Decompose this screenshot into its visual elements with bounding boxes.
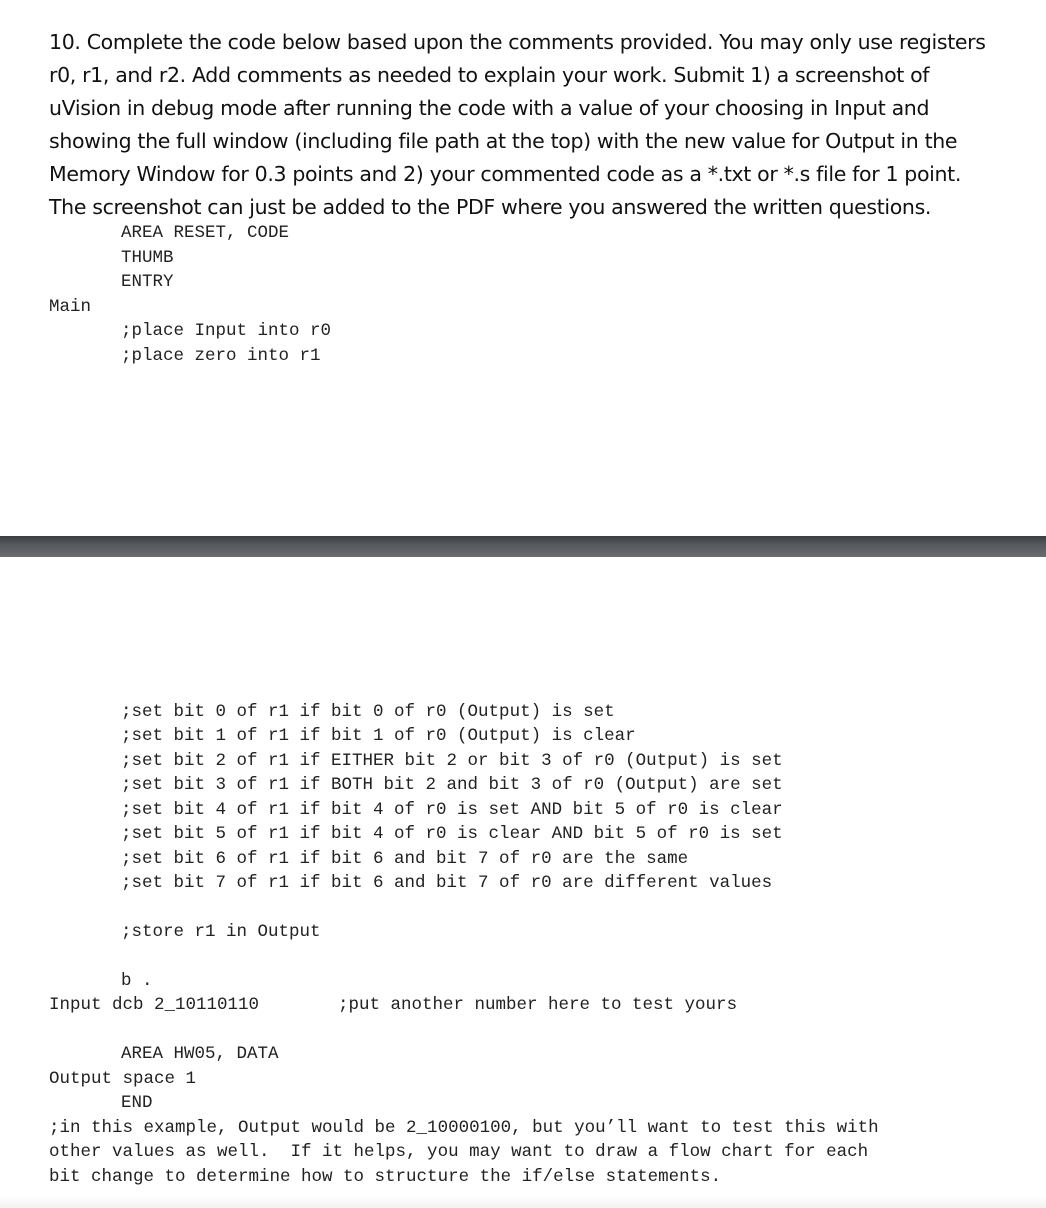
code-note: ;in this example, Output would be 2_10000100, but you’ll want to test this with <box>49 1118 879 1138</box>
code-comment: ;set bit 6 of r1 if bit 6 and bit 7 of r0 are the same <box>121 849 689 869</box>
page-bottom-edge <box>0 1196 1046 1208</box>
code-comment: ;set bit 1 of r1 if bit 1 of r0 (Output) is clear <box>121 726 636 746</box>
question-line: The screenshot can just be added to the PDF where you answered the written questions. <box>49 195 932 219</box>
question-line: 10. Complete the code below based upon the comments provided. You may only use registers <box>49 30 986 54</box>
code-note: other values as well. If it helps, you may want to draw a flow chart for each <box>49 1142 869 1162</box>
code-area-reset: AREA RESET, CODE <box>121 223 290 243</box>
code-comment: ;set bit 5 of r1 if bit 4 of r0 is clear AND bit 5 of r0 is set <box>121 824 783 844</box>
code-end: END <box>121 1093 153 1113</box>
question-line: showing the full window (including file path at the top) with the new value for Output in the <box>49 129 958 153</box>
question-line: r0, r1, and r2. Add comments as needed to explain your work. Submit 1) a screenshot of <box>49 63 930 87</box>
code-entry: ENTRY <box>121 272 174 292</box>
code-comment: ;place zero into r1 <box>121 346 321 366</box>
code-area-data: AREA HW05, DATA <box>121 1044 279 1064</box>
code-comment: ;set bit 4 of r1 if bit 4 of r0 is set AND bit 5 of r0 is clear <box>121 800 783 820</box>
code-comment: ;set bit 7 of r1 if bit 6 and bit 7 of r0 are different values <box>121 873 773 893</box>
code-comment: ;set bit 2 of r1 if EITHER bit 2 or bit 3 of r0 (Output) is set <box>121 751 783 771</box>
code-comment: ;put another number here to test yours <box>338 995 738 1015</box>
code-output-decl: Output space 1 <box>49 1069 197 1089</box>
code-input-decl: Input dcb 2_10110110 <box>49 995 260 1015</box>
code-branch: b . <box>121 971 153 991</box>
code-comment: ;store r1 in Output <box>121 922 321 942</box>
code-comment: ;set bit 3 of r1 if BOTH bit 2 and bit 3 of r0 (Output) are set <box>121 775 783 795</box>
code-note: bit change to determine how to structure the if/else statements. <box>49 1167 722 1187</box>
page-divider <box>0 536 1046 557</box>
code-comment: ;place Input into r0 <box>121 321 332 341</box>
question-line: Memory Window for 0.3 points and 2) your commented code as a *.txt or *.s file for 1 point. <box>49 162 962 186</box>
question-line: uVision in debug mode after running the code with a value of your choosing in Input and <box>49 96 930 120</box>
code-comment: ;set bit 0 of r1 if bit 0 of r0 (Output) is set <box>121 702 615 722</box>
code-thumb: THUMB <box>121 248 174 268</box>
question-text <box>49 26 999 224</box>
code-main-label: Main <box>49 297 92 317</box>
